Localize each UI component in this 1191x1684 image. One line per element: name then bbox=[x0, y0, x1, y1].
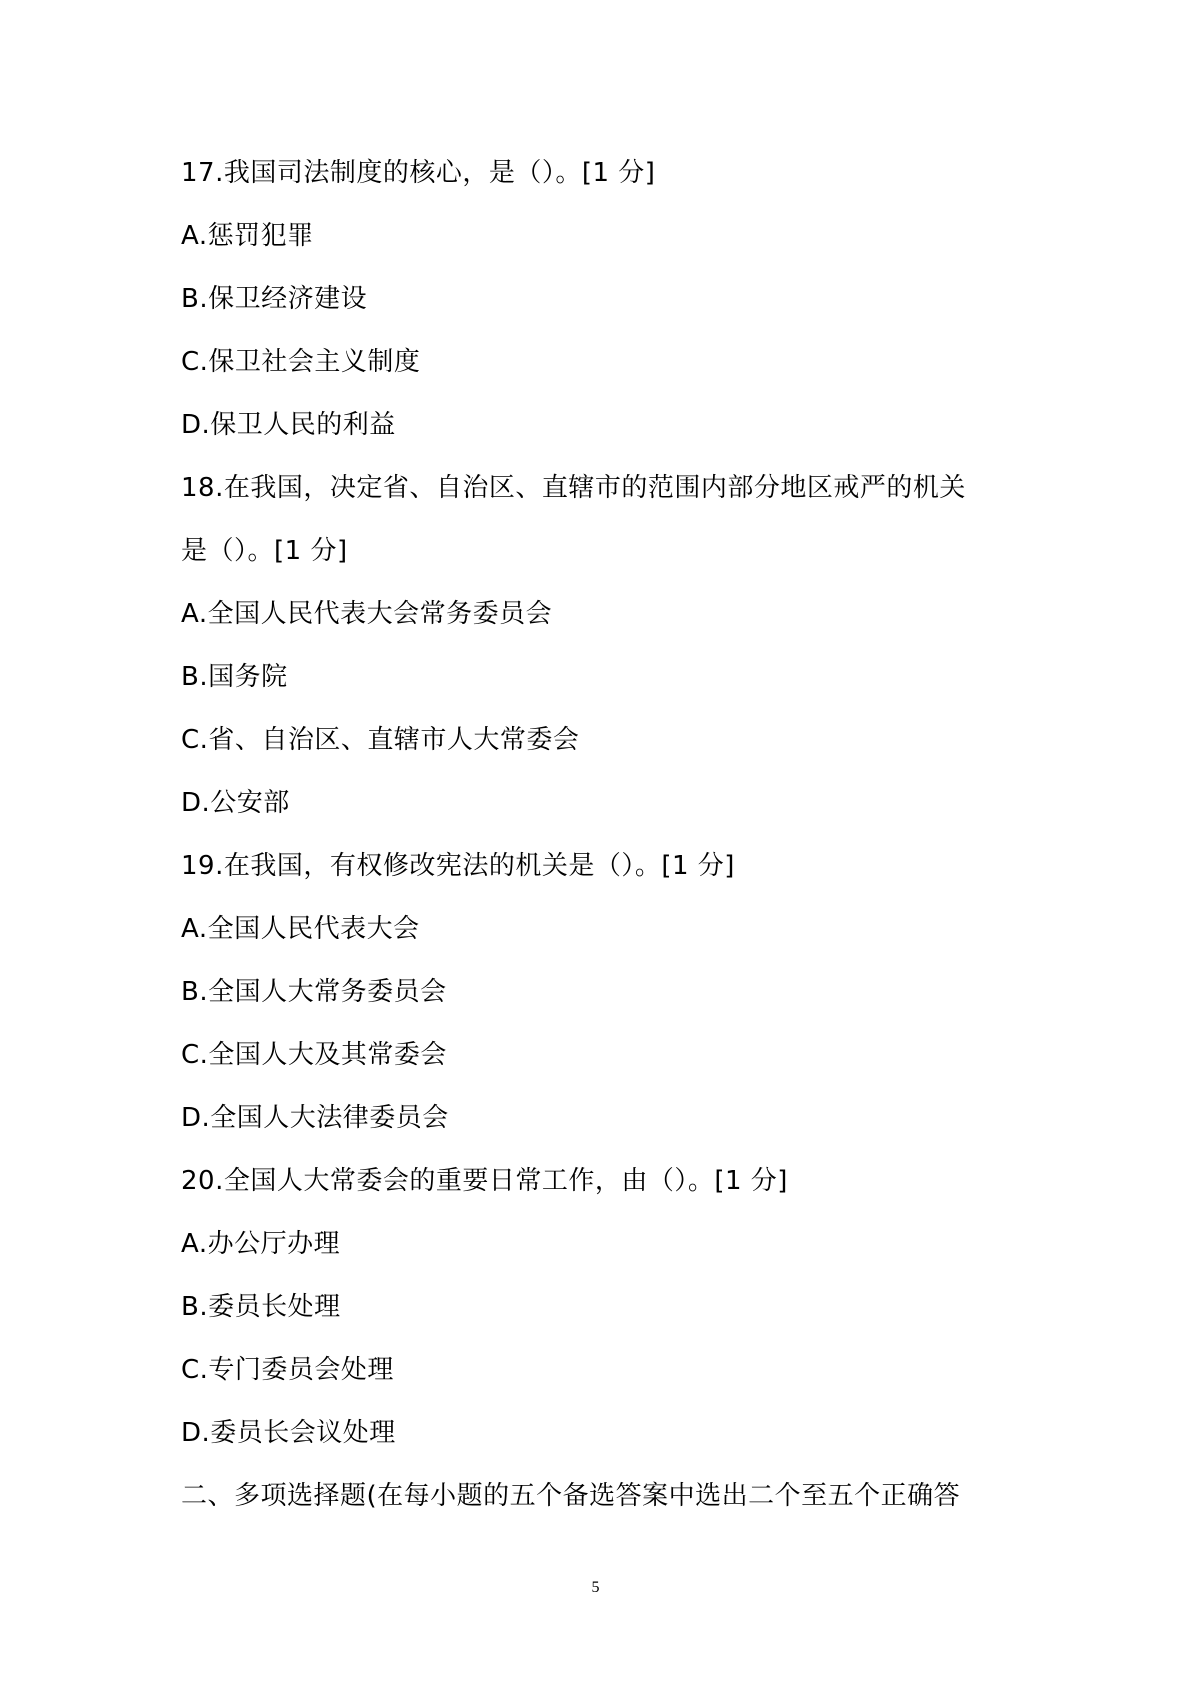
option-d: D.委员长会议处理 bbox=[181, 1418, 396, 1448]
option-c: C.专门委员会处理 bbox=[181, 1355, 394, 1385]
question-stem: 19.在我国，有权修改宪法的机关是（）。[1 分] bbox=[181, 851, 735, 881]
option-a: A.办公厅办理 bbox=[181, 1229, 341, 1259]
question-19 bbox=[181, 835, 1021, 1150]
option-a: A.全国人民代表大会 bbox=[181, 914, 420, 944]
option-a: A.惩罚犯罪 bbox=[181, 221, 314, 251]
question-stem: 20.全国人大常委会的重要日常工作，由（）。[1 分] bbox=[181, 1166, 788, 1196]
option-b: B.全国人大常务委员会 bbox=[181, 977, 447, 1007]
option-c: C.全国人大及其常委会 bbox=[181, 1040, 447, 1070]
option-a: A.全国人民代表大会常务委员会 bbox=[181, 599, 553, 629]
option-b: B.委员长处理 bbox=[181, 1292, 341, 1322]
page-content bbox=[181, 142, 1021, 1528]
question-17 bbox=[181, 142, 1021, 457]
question-20 bbox=[181, 1150, 1021, 1465]
option-d: D.全国人大法律委员会 bbox=[181, 1103, 449, 1133]
page-number: 5 bbox=[591, 1579, 600, 1596]
question-stem: 17.我国司法制度的核心，是（）。[1 分] bbox=[181, 158, 656, 188]
section-heading: 二、多项选择题(在每小题的五个备选答案中选出二个至五个正确答 bbox=[181, 1481, 961, 1511]
option-c: C.省、自治区、直辖市人大常委会 bbox=[181, 725, 580, 755]
option-c: C.保卫社会主义制度 bbox=[181, 347, 421, 377]
option-b: B.保卫经济建设 bbox=[181, 284, 368, 314]
question-18 bbox=[181, 457, 1021, 835]
option-b: B.国务院 bbox=[181, 662, 288, 692]
question-stem: 18.在我国，决定省、自治区、直辖市的范围内部分地区戒严的机关 bbox=[181, 473, 966, 503]
option-d: D.保卫人民的利益 bbox=[181, 410, 396, 440]
option-d: D.公安部 bbox=[181, 788, 290, 818]
question-stem-continued: 是（）。[1 分] bbox=[181, 536, 348, 566]
